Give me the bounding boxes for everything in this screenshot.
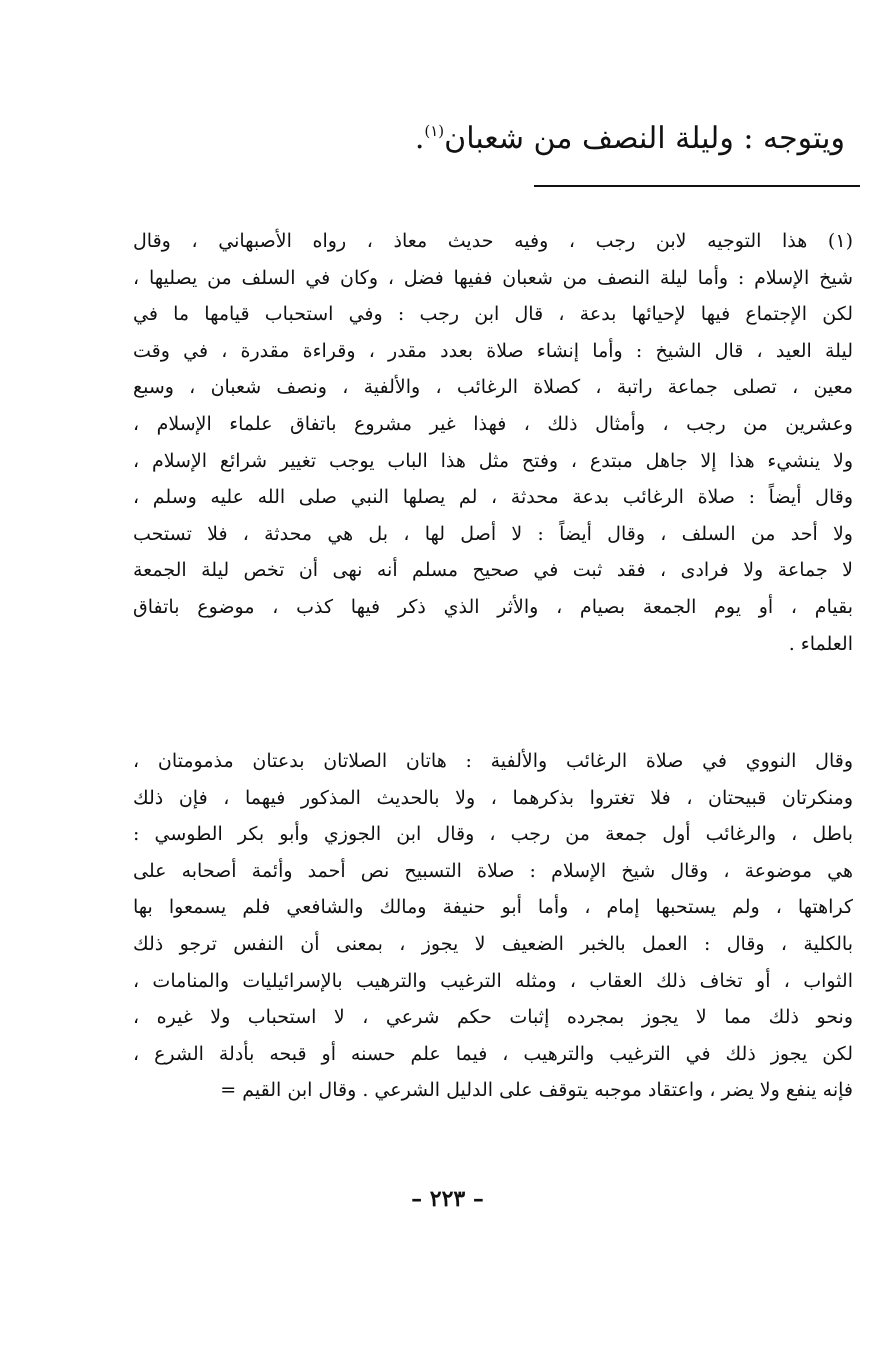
- main-text: ويتوجه : وليلة النصف من شعبان: [444, 121, 845, 156]
- footnote-line: وقال النووي في صلاة الرغائب والألفية : هاتان الصلاتان بدعتان مذمومتان ،: [133, 750, 853, 772]
- footnote-line: هي موضوعة ، وقال شيخ الإسلام : صلاة التسبيح نص أحمد وأئمة أصحابه على: [133, 859, 853, 882]
- footnote-line: الثواب ، أو تخاف ذلك العقاب ، ومثله الترغيب والترهيب بالإسرائيليات والمنامات ،: [133, 969, 853, 992]
- main-text-line: [145, 108, 845, 162]
- footnote-reference[interactable]: (١): [424, 122, 445, 140]
- footnote-line: شيخ الإسلام : وأما ليلة النصف من شعبان ففيها فضل ، وكان في السلف من يصليها ،: [133, 266, 853, 289]
- footnote-line: لكن يجوز ذلك في الترغيب والترهيب ، فيما علم حسنه أو قبحه بأدلة الشرع ،: [133, 1042, 853, 1065]
- footnote-line: العلماء .: [788, 632, 853, 655]
- footnote-line: ولا أحد من السلف ، وقال أيضاً : لا أصل لها ، بل هي محدثة ، فلا تستحب: [133, 522, 853, 545]
- footnote-line: ونحو ذلك مما لا يجوز بمجرده إثبات حكم شرعي ، لا استحباب ولا غيره ،: [133, 1006, 853, 1029]
- footnote-line: كراهتها ، ولم يستحبها إمام ، وأما أبو حنيفة ومالك والشافعي فلم يسمعوا بها: [133, 896, 853, 919]
- footnote-line: (١) هذا التوجيه لابن رجب ، وفيه حديث معاذ ، رواه الأصبهاني ، وقال: [133, 230, 853, 252]
- footnote-line: وعشرين من رجب ، وأمثال ذلك ، فهذا غير مشروع باتفاق علماء الإسلام ،: [133, 412, 853, 435]
- footnote-1: [133, 223, 853, 662]
- footnote-separator: [534, 185, 860, 187]
- footnote-line: لا جماعة ولا فرادى ، فقد ثبت في صحيح مسلم أنه نهى أن تخص ليلة الجمعة: [133, 559, 853, 582]
- footnote-line: ولا ينشيء هذا إلا جاهل مبتدع ، وفتح مثل هذا الباب يوجب تغيير شرائع الإسلام ،: [133, 449, 853, 472]
- footnote-continuation: [133, 743, 853, 1109]
- footnote-line: بقيام ، أو يوم الجمعة بصيام ، والأثر الذي ذكر فيها كذب ، موضوع باتفاق: [133, 595, 853, 618]
- footnote-line: ليلة العيد ، قال الشيخ : وأما إنشاء صلاة بعدد مقدر ، وقراءة مقدرة ، في وقت: [133, 339, 853, 362]
- footnote-line: باطل ، والرغائب أول جمعة من رجب ، وقال ابن الجوزي وأبو بكر الطوسي :: [133, 823, 853, 846]
- footnote-line: لكن الإجتماع فيها لإحيائها بدعة ، قال ابن رجب : وفي استحباب قيامها ما في: [133, 303, 853, 326]
- footnote-line: وقال أيضاً : صلاة الرغائب بدعة محدثة ، لم يصلها النبي صلى الله عليه وسلم ،: [133, 486, 853, 509]
- footnote-line: معين ، تصلى جماعة راتبة ، كصلاة الرغائب ، والألفية ، ونصف شعبان ، وسبع: [133, 376, 853, 399]
- main-text-end: .: [414, 121, 425, 156]
- footnote-line: بالكلية ، وقال : العمل بالخبر الضعيف لا يجوز ، بمعنى أن النفس ترجو ذلك: [133, 932, 853, 955]
- footnote-line: ومنكرتان قبيحتان ، فلا تغتروا بذكرهما ، ولا بالحديث المذكور فيهما ، فإن ذلك: [133, 786, 853, 809]
- page-number: – ٢٢٣ –: [411, 1186, 484, 1212]
- footnote-line: فإنه ينفع ولا يضر ، واعتقاد موجبه يتوقف على الدليل الشرعي . وقال ابن القيم =: [220, 1079, 853, 1102]
